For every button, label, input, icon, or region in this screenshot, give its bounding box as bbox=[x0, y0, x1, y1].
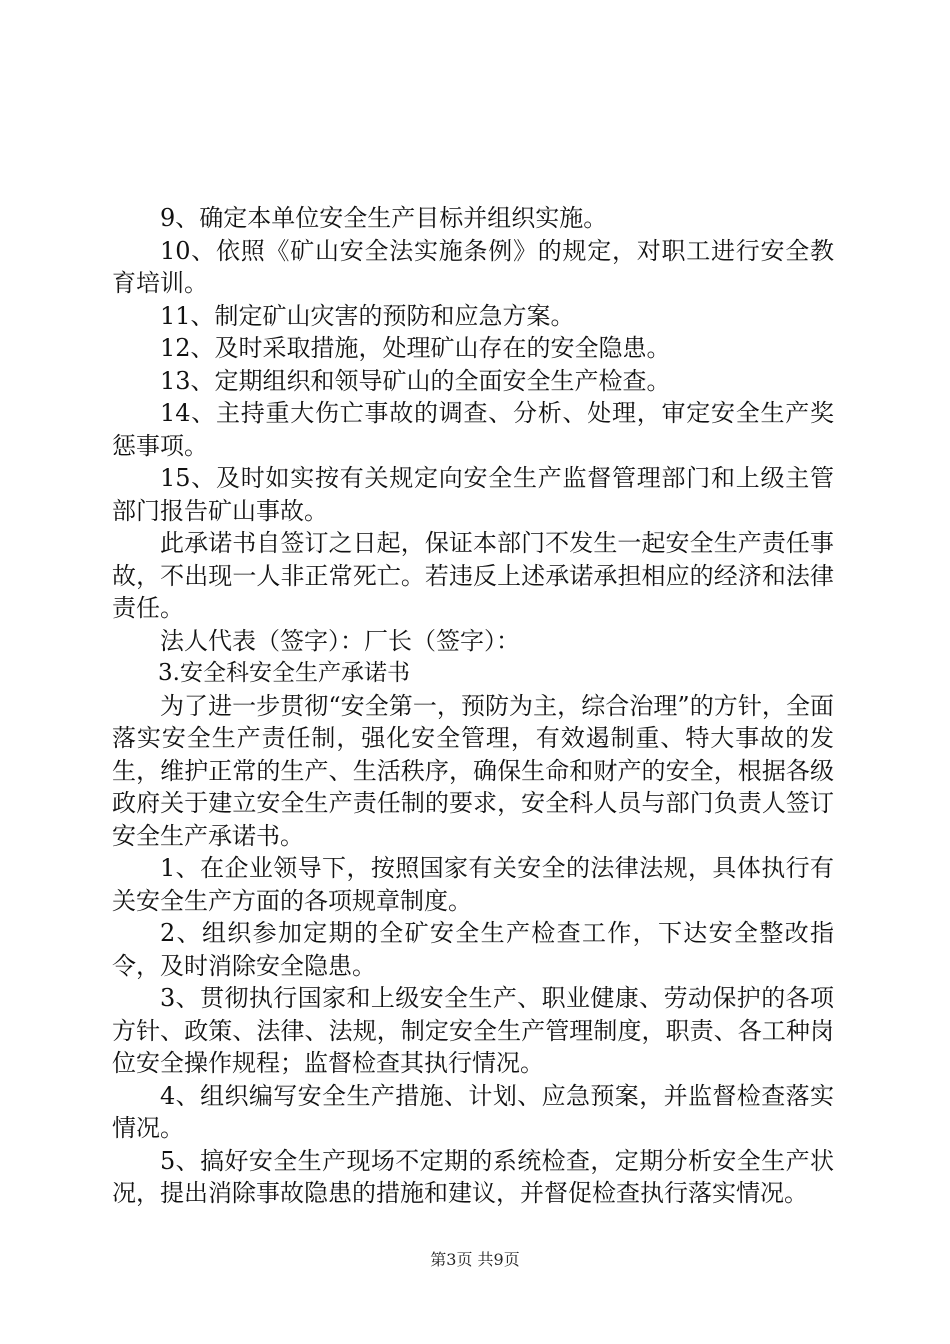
page-number-footer: 第3页 共9页 bbox=[430, 1250, 520, 1269]
commitment-statement: 此承诺书自签订之日起，保证本部门不发生一起安全生产责任事故，不出现一人非正常死亡。若违反上述承诺承担相应的经济和法律责任。 bbox=[112, 529, 834, 622]
section-heading: 3.安全科安全生产承诺书 bbox=[158, 660, 410, 686]
document-body bbox=[112, 202, 834, 1210]
paragraph-item-9: 9、确定本单位安全生产目标并组织实施。 bbox=[160, 204, 608, 232]
paragraph-item-10: 10、依照《矿山安全法实施条例》的规定，对职工进行安全教育培训。 bbox=[112, 236, 834, 297]
paragraph-item-12: 12、及时采取措施，处理矿山存在的安全隐患。 bbox=[160, 334, 671, 362]
paragraph-item-15: 15、及时如实按有关规定向安全生产监督管理部门和上级主管部门报告矿山事故。 bbox=[112, 464, 834, 525]
duty-item-4: 4、组织编写安全生产措施、计划、应急预案，并监督检查落实情况。 bbox=[112, 1081, 834, 1142]
signature-line: 法人代表（签字）：厂长（签字）： bbox=[160, 626, 520, 655]
paragraph-item-11: 11、制定矿山灾害的预防和应急方案。 bbox=[160, 301, 575, 330]
intro-paragraph: 为了进一步贯彻“安全第一，预防为主，综合治理”的方针，全面落实安全生产责任制，强化安全管理，有效遏制重、特大事故的发生，维护正常的生产、生活秩序，确保生命和财产的安全，根据各级政府关于建立安全生产责任制的要求，安全科人员与部门负责人签订安全生产承诺书。 bbox=[112, 691, 834, 850]
duty-item-5: 5、搞好安全生产现场不定期的系统检查，定期分析安全生产状况，提出消除事故隐患的措施和建议，并督促检查执行落实情况。 bbox=[112, 1146, 834, 1207]
duty-item-2: 2、组织参加定期的全矿安全生产检查工作，下达安全整改指令，及时消除安全隐患。 bbox=[112, 919, 834, 980]
duty-item-1: 1、在企业领导下，按照国家有关安全的法律法规，具体执行有关安全生产方面的各项规章制度。 bbox=[112, 854, 834, 915]
paragraph-item-14: 14、主持重大伤亡事故的调查、分析、处理，审定安全生产奖惩事项。 bbox=[112, 399, 834, 460]
paragraph-item-13: 13、定期组织和领导矿山的全面安全生产检查。 bbox=[160, 366, 671, 395]
duty-item-3: 3、贯彻执行国家和上级安全生产、职业健康、劳动保护的各项方针、政策、法律、法规，制定安全生产管理制度，职责、各工种岗位安全操作规程；监督检查其执行情况。 bbox=[112, 984, 834, 1077]
